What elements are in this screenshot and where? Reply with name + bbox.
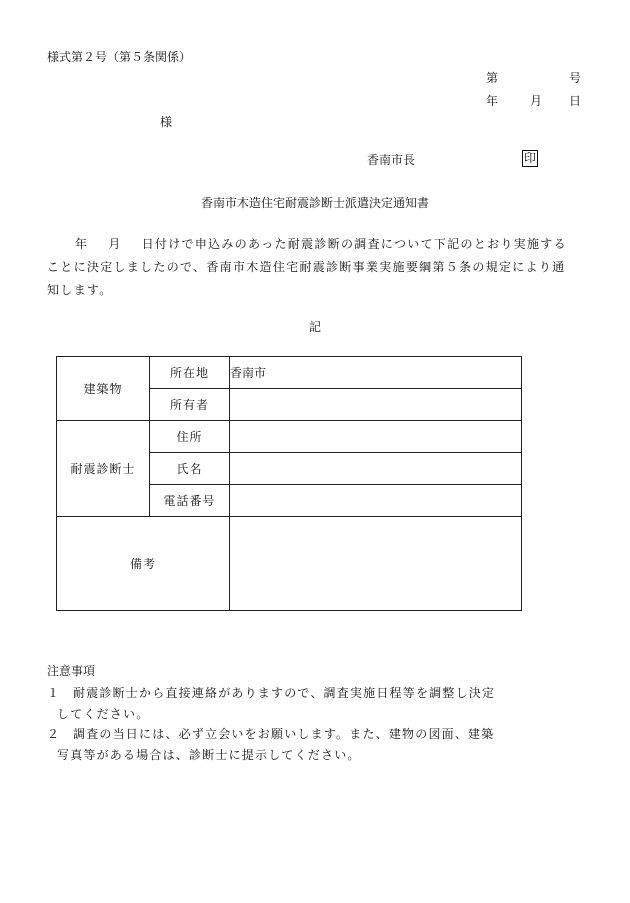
seal-mark: 印 [524, 151, 537, 165]
address-label: 住所 [150, 421, 230, 453]
info-table [56, 356, 522, 611]
remarks-label: 備考 [57, 517, 230, 611]
name-label: 氏名 [150, 453, 230, 485]
phone-label: 電話番号 [150, 485, 230, 517]
address-value [230, 421, 522, 453]
document-title: 香南市木造住宅耐震診断士派遣決定通知書 [200, 196, 429, 210]
ki-heading: 記 [308, 320, 321, 334]
note-number: ２ [47, 727, 61, 741]
location-label: 所在地 [150, 357, 230, 389]
phone-value [230, 485, 522, 517]
doc-number-suffix: 号 [569, 71, 582, 85]
note-line: してください。 [57, 707, 150, 721]
note-line: 耐震診断士から直接連絡がありますので、調査実施日程等を調整し決定 [73, 686, 496, 700]
owner-value [230, 389, 522, 421]
table-row [57, 357, 522, 389]
notes-heading: 注意事項 [47, 664, 96, 678]
diagnostician-label: 耐震診断士 [57, 421, 150, 517]
name-value [230, 453, 522, 485]
date-month: 月 [530, 94, 543, 108]
date-year: 年 [486, 94, 499, 108]
note-number: １ [47, 686, 61, 700]
table-row [57, 421, 522, 453]
doc-number-prefix: 第 [486, 71, 499, 85]
addressee-suffix: 様 [160, 115, 173, 129]
note-item [47, 724, 547, 766]
building-label: 建築物 [57, 357, 150, 421]
location-value: 香南市 [230, 357, 522, 389]
remarks-value [230, 517, 522, 611]
date-day: 日 [569, 94, 582, 108]
body-text: 日付けで申込みのあった耐震診断の調査について下記のとおり実施することに決定しましたので、香南市木造住宅耐震診断事業実施要綱第５条の規定により通知します。 [47, 237, 567, 297]
sender-name: 香南市長 [367, 153, 416, 167]
body-paragraph [47, 233, 577, 302]
note-item [47, 683, 547, 725]
body-month: 月 [108, 237, 122, 251]
owner-label: 所有者 [150, 389, 230, 421]
table-row [57, 517, 522, 611]
note-line: 写真等がある場合は、診断士に提示してください。 [57, 748, 361, 762]
note-line: 調査の当日には、必ず立会いをお願いします。また、建物の図面、建築 [73, 727, 495, 741]
body-year: 年 [75, 237, 89, 251]
form-number: 様式第２号（第５条関係） [47, 50, 192, 64]
